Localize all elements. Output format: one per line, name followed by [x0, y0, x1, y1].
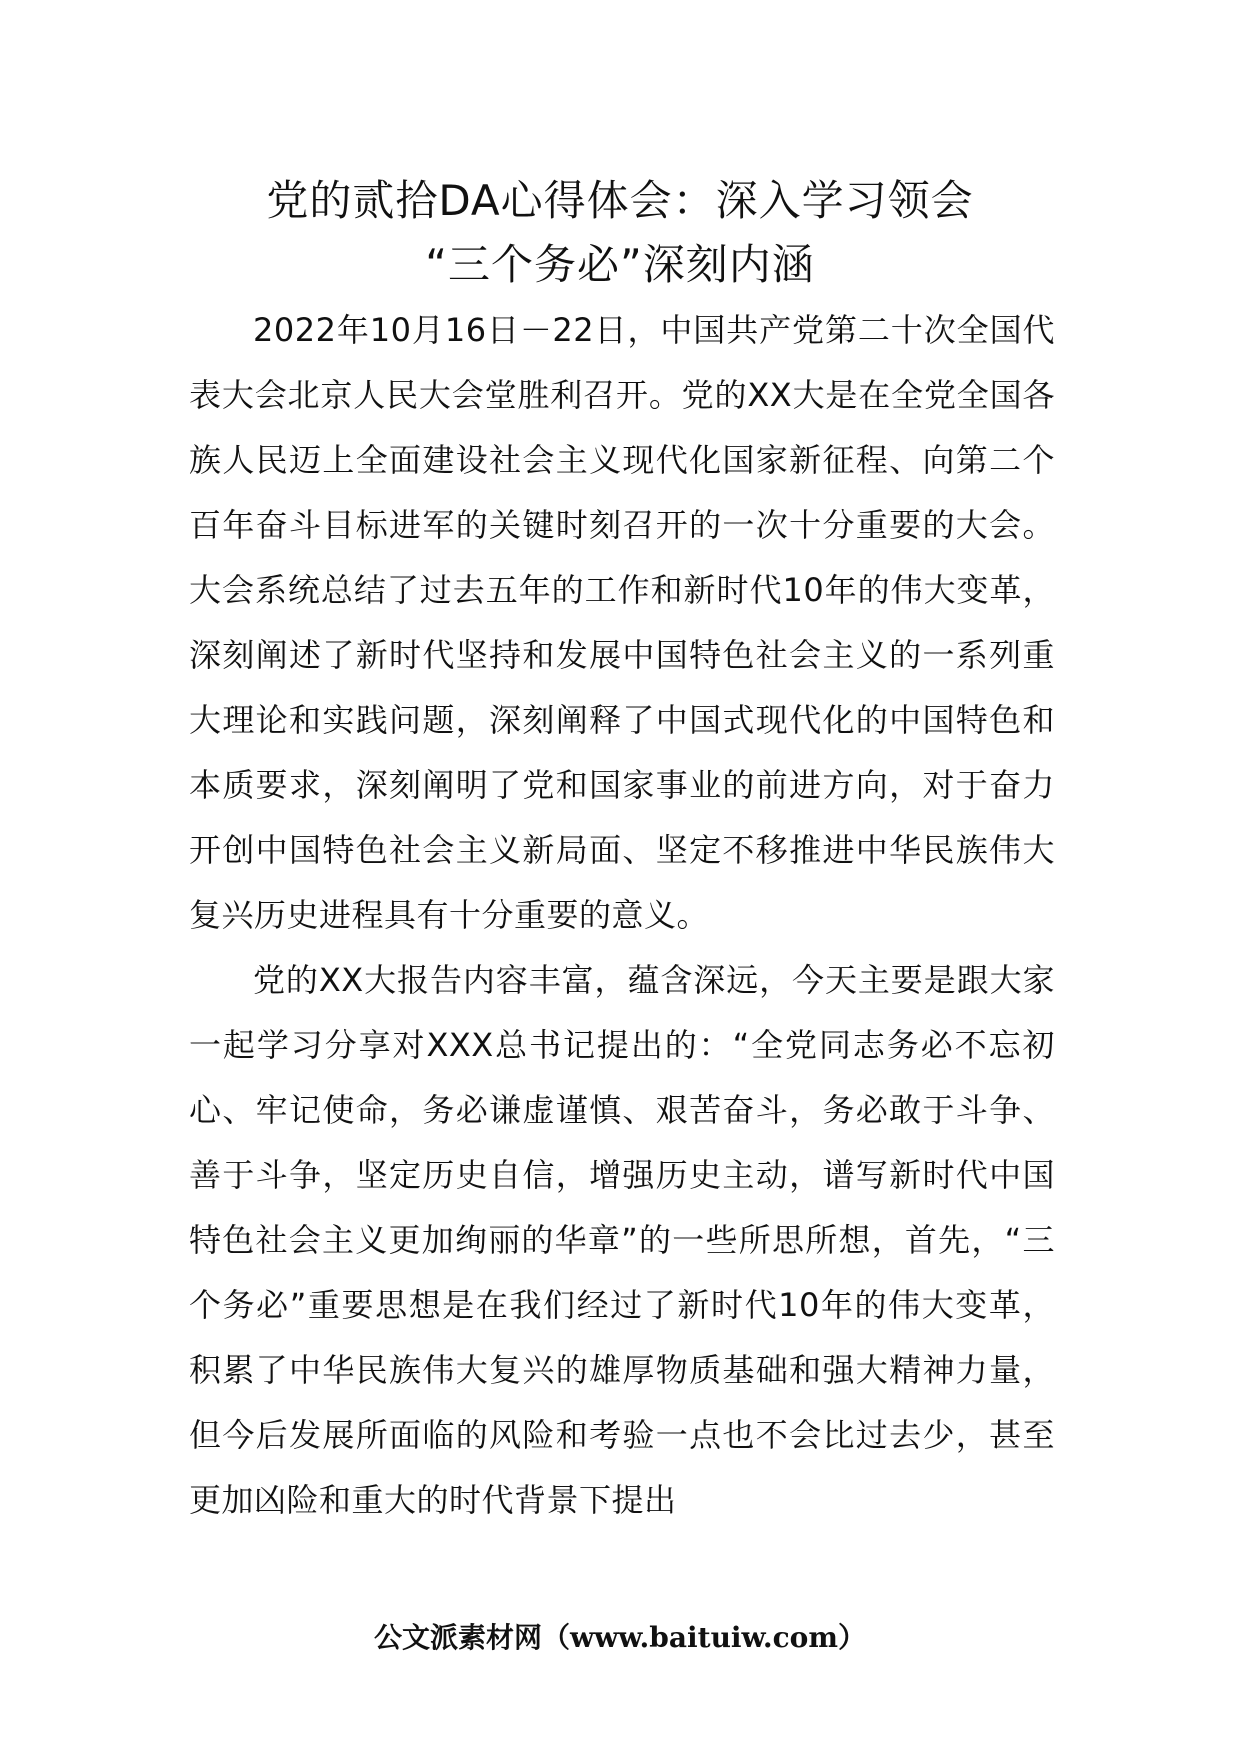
document-body [189, 298, 1055, 1533]
document-title-line-2: “三个务必”深刻内涵 [425, 240, 815, 289]
body-paragraph-2: 党的XX大报告内容丰富，蕴含深远，今天主要是跟大家一起学习分享对XXX总书记提出的：“全党同志务必不忘初心、牢记使命，务必谦虚谨慎、艰苦奋斗，务必敢于斗争、善于斗争，坚定历史自信，增强历史主动，谱写新时代中国特色社会主义更加绚丽的华章”的一些所思所想，首先，“三个务必”重要思想是在我们经过了新时代10年的伟大变革，积累了中华民族伟大复兴的雄厚物质基础和强大精神力量，但今后发展所面临的风险和考验一点也不会比过去少，甚至更加凶险和重大的时代背景下提出 [189, 961, 1055, 1519]
document-title-line-1: 党的贰拾DA心得体会：深入学习领会 [266, 176, 974, 225]
page-footer: 公文派素材网（www.baituiw.com） [374, 1621, 866, 1654]
body-paragraph-1: 2022年10月16日－22日，中国共产党第二十次全国代表大会北京人民大会堂胜利召开。党的XX大是在全党全国各族人民迈上全面建设社会主义现代化国家新征程、向第二个百年奋斗目标进军的关键时刻召开的一次十分重要的大会。大会系统总结了过去五年的工作和新时代10年的伟大变革，深刻阐述了新时代坚持和发展中国特色社会主义的一系列重大理论和实践问题，深刻阐释了中国式现代化的中国特色和本质要求，深刻阐明了党和国家事业的前进方向，对于奋力开创中国特色社会主义新局面、坚定不移推进中华民族伟大复兴历史进程具有十分重要的意义。 [189, 311, 1055, 934]
